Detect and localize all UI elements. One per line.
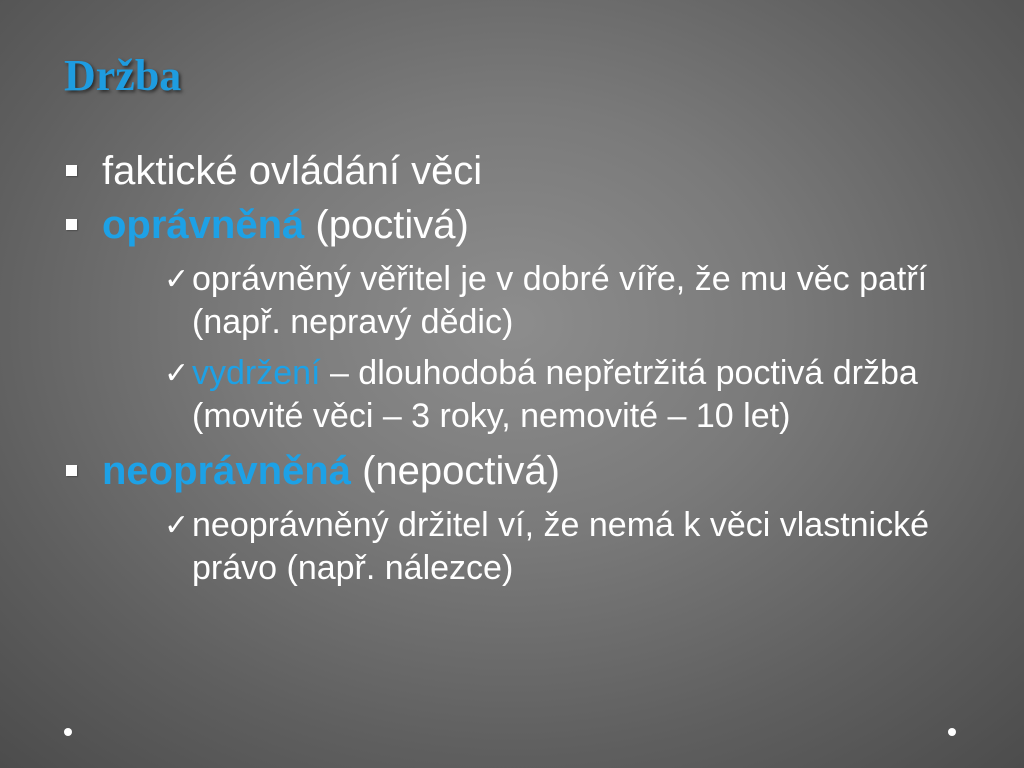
sub-item [164, 352, 984, 438]
square-bullet-icon [66, 465, 77, 476]
bullet-accent-text: neoprávněná [102, 449, 351, 493]
square-bullet-icon [66, 165, 77, 176]
sub-item-text: oprávněný věřitel je v dobré víře, že mu věc patří (např. nepravý dědic) [192, 260, 928, 341]
sub-item [164, 504, 984, 590]
footer-dot-right [948, 728, 956, 736]
checkmark-icon: ✓ [164, 262, 190, 297]
bullet-item [64, 146, 984, 196]
footer-dot-left [64, 728, 72, 736]
slide-title: Držba [64, 51, 182, 100]
square-bullet-icon [66, 219, 77, 230]
slide-content [64, 146, 984, 598]
sub-item-text: – dlouhodobá nepřetržitá poctivá držba (movité věci – 3 roky, nemovité – 10 let) [192, 354, 918, 435]
bullet-text: (poctivá) [304, 203, 469, 247]
sub-list [64, 504, 984, 590]
bullet-text: (nepoctivá) [350, 449, 560, 493]
checkmark-icon: ✓ [164, 356, 190, 391]
sub-item [164, 258, 984, 344]
sub-item-text: neoprávněný držitel ví, že nemá k věci vlastnické právo (např. nálezce) [192, 506, 930, 587]
sub-list [64, 258, 984, 438]
bullet-text: faktické ovládání věci [102, 149, 483, 193]
bullet-item [64, 446, 984, 496]
sub-item-accent-text: vydržení [192, 354, 321, 392]
bullet-accent-text: oprávněná [102, 203, 305, 247]
checkmark-icon: ✓ [164, 508, 190, 543]
bullet-item [64, 200, 984, 250]
